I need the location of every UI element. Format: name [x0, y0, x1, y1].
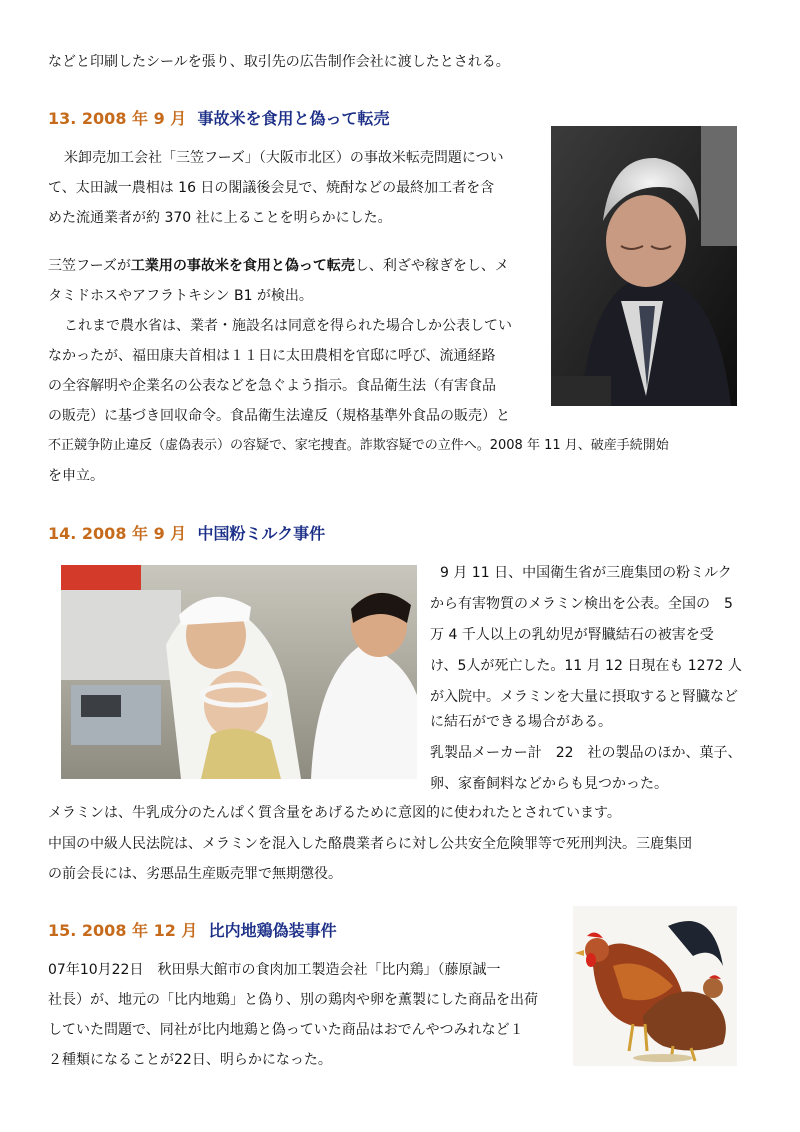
s14-p1-line: から有害物質のメラミン検出を公表。全国の 5: [430, 596, 733, 612]
s14-p1-line: 9 月 11 日、中国衛生省が三鹿集団の粉ミルク: [440, 565, 732, 581]
s13-p2-bold: 工業用の事故米を食用と偽って転売: [130, 258, 355, 274]
s13-p3-line: の販売）に基づき回収命令。食品衛生法違反（規格基準外食品の販売）と: [48, 408, 510, 424]
s14-p1-line: け、5人が死亡した。11 月 12 日現在も 1272 人: [430, 658, 742, 674]
section-15-heading: [48, 920, 337, 942]
section-14-title: 中国粉ミルク事件: [197, 524, 326, 543]
s13-p3-line: の全容解明や企業名の公表などを急ぐよう指示。食品衛生法（有害食品: [48, 378, 496, 394]
s15-p1-line: していた問題で、同社が比内地鶏と偽っていた商品はおでんやつみれなど１: [48, 1022, 524, 1038]
s14-p2-line: メラミンは、牛乳成分のたんぱく質含量をあげるために意図的に使われたとされています。: [48, 805, 621, 821]
section-14-heading: [48, 523, 325, 545]
section-15-number: 15. 2008 年 12 月: [48, 921, 198, 940]
s13-p2-end: し、利ざや稼ぎをし、メ: [354, 258, 509, 274]
nurse-child-photo: [61, 565, 417, 779]
s14-p1-line: 万 4 千人以上の乳幼児が腎臓結石の被害を受: [430, 627, 714, 643]
s14-p1-line: が入院中。メラミンを大量に摂取すると腎臓など: [430, 689, 738, 705]
s14-p1-line: 乳製品メーカー計 22 社の製品のほか、菓子、: [430, 745, 742, 761]
intro-line: などと印刷したシールを張り、取引先の広告制作会社に渡したとされる。: [48, 54, 510, 70]
s13-p2-start: 三笠フーズが: [48, 258, 131, 274]
chickens-photo: [573, 906, 737, 1066]
s13-p3-line: を申立。: [48, 468, 104, 484]
s14-p2-line: の前会長には、劣悪品生産販売罪で無期懲役。: [48, 866, 342, 882]
s14-p1-line: に結石ができる場合がある。: [430, 714, 612, 730]
s13-p3-line: 不正競争防止違反（虚偽表示）の容疑で、家宅捜査。詐欺容疑での立件へ。2008 年 11 月、破産手続開始: [48, 438, 669, 453]
bowing-official-photo: [551, 126, 737, 406]
section-14-number: 14. 2008 年 9 月: [48, 524, 187, 543]
s13-p3-line: これまで農水省は、業者・施設名は同意を得られた場合しか公表してい: [64, 318, 512, 334]
s13-p3-line: なかったが、福田康夫首相は１１日に太田農相を官邸に呼び、流通経路: [48, 348, 496, 364]
s13-p2-line: タミドホスやアフラトキシン B1 が検出。: [48, 288, 313, 304]
s14-p1-line: 卵、家畜飼料などからも見つかった。: [430, 776, 668, 792]
section-15-title: 比内地鶏偽装事件: [208, 921, 337, 940]
section-13-number: 13. 2008 年 9 月: [48, 109, 187, 128]
s13-p1-line: 米卸売加工会社「三笠フーズ」（大阪市北区）の事故米転売問題につい: [64, 150, 504, 166]
s14-p2-line: 中国の中級人民法院は、メラミンを混入した酪農業者らに対し公共安全危険罪等で死刑判決。三鹿集団: [48, 836, 692, 852]
section-13-heading: [48, 108, 389, 130]
s13-p1-line: めた流通業者が約 370 社に上ることを明らかにした。: [48, 210, 392, 226]
s15-p1-line: ２種類になることが22日、明らかになった。: [48, 1052, 332, 1068]
s13-p1-line: て、太田誠一農相は 16 日の閣議後会見で、焼酎などの最終加工者を含: [48, 180, 495, 196]
s15-p1-line: 07年10月22日 秋田県大館市の食肉加工製造会社「比内鶏」（藤原誠一: [48, 962, 501, 978]
s15-p1-line: 社長）が、地元の「比内地鶏」と偽り、別の鶏肉や卵を薫製にした商品を出荷: [48, 992, 538, 1008]
s13-p2-line: [48, 256, 509, 276]
section-13-title: 事故米を食用と偽って転売: [197, 109, 390, 128]
